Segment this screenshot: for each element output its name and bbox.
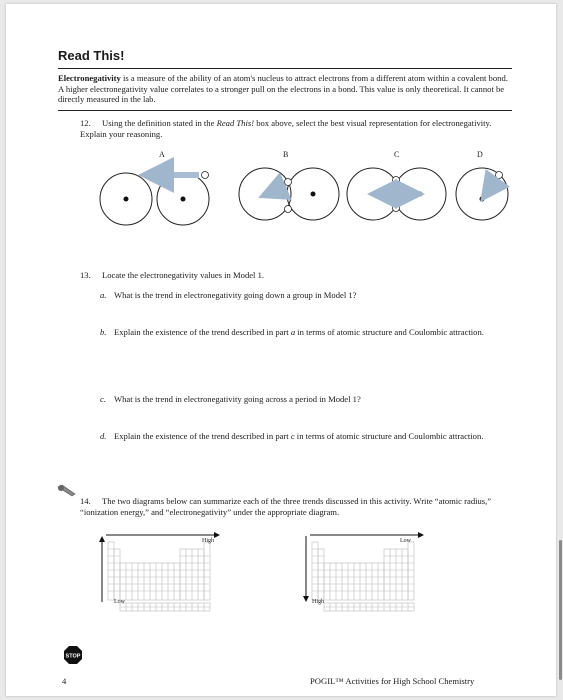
- diagram2-high-label: High: [312, 599, 324, 605]
- option-b-label: B: [283, 150, 289, 159]
- read-this-ref: Read This!: [216, 118, 255, 128]
- read-this-title: Read This!: [58, 48, 125, 63]
- footer-text: POGIL™ Activities for High School Chemistry: [310, 676, 475, 686]
- pencil-icon: [56, 483, 78, 499]
- worksheet-page: [6, 4, 556, 696]
- q13-part-a: a. What is the trend in electronegativity going down a group in Model 1?: [100, 290, 357, 300]
- page-number: 4: [62, 676, 67, 686]
- diagram1-low-label: Low: [114, 599, 125, 605]
- diagram-a: [100, 172, 209, 226]
- q12-number: 12.: [80, 118, 91, 128]
- q13-part-d: d. Explain the existence of the trend described in part c in terms of atomic structure and Coulombic attraction.: [100, 431, 484, 441]
- diagram-d: [456, 168, 508, 220]
- question-13: 13. Locate the electronegativity values in Model 1.: [80, 270, 265, 280]
- question-14: 14. The two diagrams below can summarize each of the three trends discussed in this activity. Write “atomic radius,” “ionization energy,” and “electronegativity” under the appropriate diagram.: [80, 496, 492, 517]
- diagram1-high-label: High: [202, 538, 214, 544]
- definition-text: is a measure of the ability of an atom's nucleus to attract electrons from a different atom within a covalent bond. A higher electronegativity value correlates to a stronger pull on the electrons in a bond. This value is only theoretical. It cannot be directly measured in the lab.: [58, 73, 508, 105]
- q13-number: 13.: [80, 270, 91, 280]
- diagram2-low-label: Low: [400, 538, 411, 544]
- q13-part-b: b. Explain the existence of the trend described in part a in terms of atomic structure and Coulombic attraction.: [100, 327, 484, 337]
- stop-label: STOP: [65, 653, 81, 660]
- option-a-label: A: [159, 150, 165, 159]
- q13-part-c: c. What is the trend in electronegativity going across a period in Model 1?: [100, 394, 361, 404]
- term: Electronegativity: [58, 73, 121, 83]
- option-d-label: D: [477, 150, 483, 159]
- diagram-b: [239, 168, 339, 220]
- scrollbar-thumb[interactable]: [559, 540, 562, 680]
- electronegativity-diagrams: [6, 4, 556, 264]
- option-c-label: C: [394, 150, 400, 159]
- stop-sign-icon: [64, 646, 82, 664]
- q14-number: 14.: [80, 496, 91, 506]
- diagram-c: [347, 168, 446, 220]
- question-12: 12. Using the definition stated in the Read This! box above, select the best visual representation for electronegativity. Explain your reasoning.: [80, 118, 492, 139]
